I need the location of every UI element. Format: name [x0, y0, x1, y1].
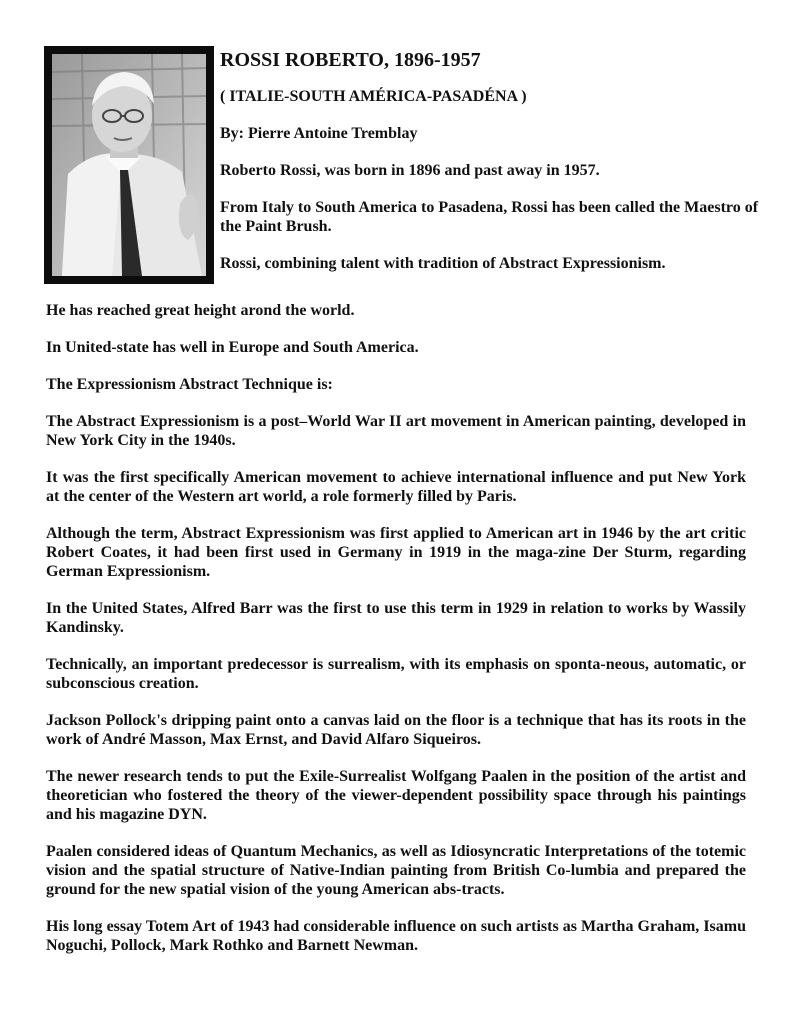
body-paragraph: His long essay Totem Art of 1943 had considerable influence on such artists as Martha Graham, Isamu Noguchi, Pollock, Mark Rothko and Barnett Newman.	[46, 918, 746, 954]
article-header	[220, 48, 760, 291]
portrait-photo	[44, 46, 214, 284]
intro-paragraph: From Italy to South America to Pasadena, Rossi has been called the Maestro of the Paint Brush.	[220, 199, 759, 235]
body-paragraph: He has reached great height arond the world.	[46, 302, 355, 319]
body-paragraph: Although the term, Abstract Expressionism was first applied to American art in 1946 by the art critic Robert Coates, it had been first used in Germany in 1919 in the maga-zine Der Sturm, regarding German Expressionism.	[46, 525, 746, 580]
body-paragraph: It was the first specifically American movement to achieve international influence and put New York at the center of the Western art world, a role formerly filled by Paris.	[46, 469, 746, 505]
article-subtitle: ( ITALIE-SOUTH AMÉRICA-PASADÉNA )	[220, 88, 527, 105]
byline: By: Pierre Antoine Tremblay	[220, 125, 418, 142]
portrait-image	[52, 54, 206, 276]
body-paragraph: The Expressionism Abstract Technique is:	[46, 376, 333, 393]
body-paragraph: In United-state has well in Europe and South America.	[46, 339, 419, 356]
body-paragraph: Paalen considered ideas of Quantum Mechanics, as well as Idiosyncratic Interpretations of the totemic vision and the spatial structure of Native-Indian painting from British Co-lumbia and prepared the ground for the new spatial vision of the young American abs-tracts.	[46, 843, 746, 898]
body-paragraph: The Abstract Expressionism is a post–World War II art movement in American painting, developed in New York City in the 1940s.	[46, 413, 746, 449]
body-paragraph: In the United States, Alfred Barr was the first to use this term in 1929 in relation to works by Wassily Kandinsky.	[46, 600, 746, 636]
intro-paragraph: Rossi, combining talent with tradition of Abstract Expressionism.	[220, 255, 666, 272]
body-paragraph: Technically, an important predecessor is surrealism, with its emphasis on sponta-neous, automatic, or subconscious creation.	[46, 656, 746, 692]
article-body	[46, 301, 746, 973]
article-title: ROSSI ROBERTO, 1896-1957	[220, 49, 481, 71]
body-paragraph: The newer research tends to put the Exile-Surrealist Wolfgang Paalen in the position of the artist and theoretician who fostered the theory of the viewer-dependent possibility space through his paintings and his magazine DYN.	[46, 768, 746, 823]
intro-paragraph: Roberto Rossi, was born in 1896 and past away in 1957.	[220, 162, 600, 179]
body-paragraph: Jackson Pollock's dripping paint onto a canvas laid on the floor is a technique that has its roots in the work of André Masson, Max Ernst, and David Alfaro Siqueiros.	[46, 712, 746, 748]
